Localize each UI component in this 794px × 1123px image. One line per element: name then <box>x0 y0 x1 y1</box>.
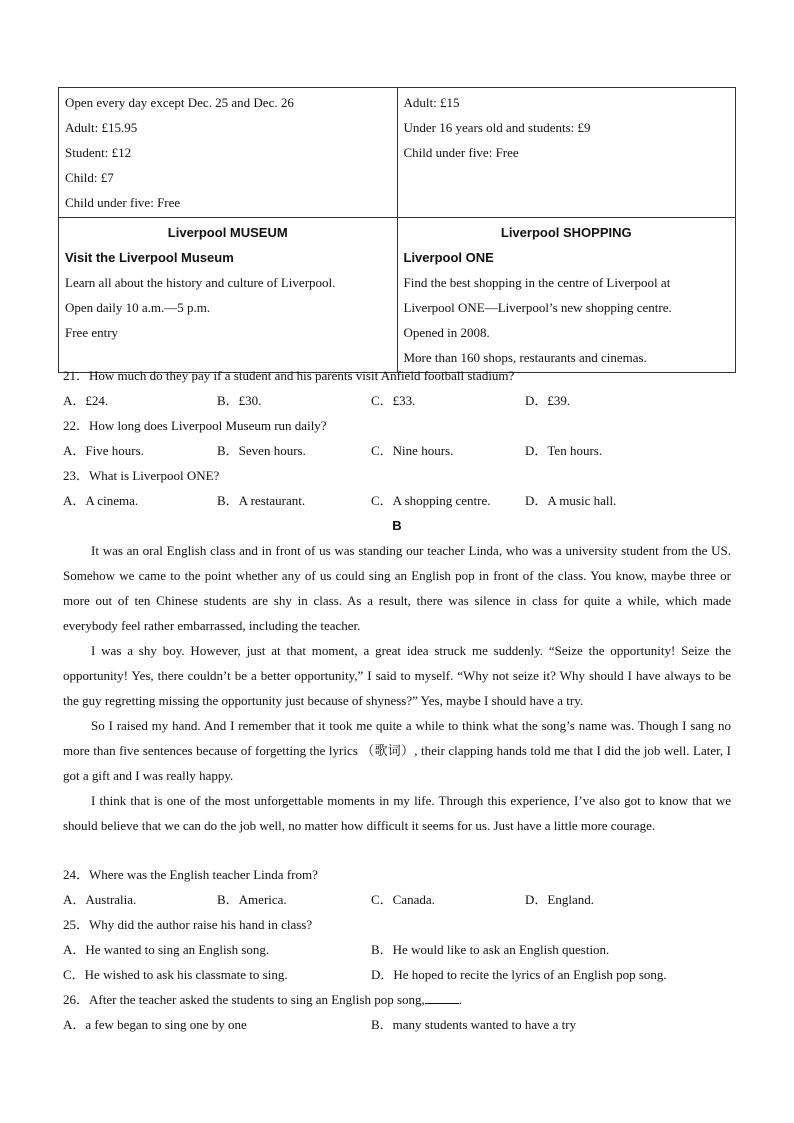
q25-option-a[interactable]: A．He wanted to sing an English song. <box>63 942 270 957</box>
question-25-stem: 25．Why did the author raise his hand in class? <box>63 917 313 932</box>
attractions-table <box>58 87 736 373</box>
table-line: Adult: £15 <box>403 95 460 110</box>
q22-option-a[interactable]: A．Five hours. <box>63 443 144 458</box>
table-line: Free entry <box>65 325 119 340</box>
q23-option-a[interactable]: A．A cinema. <box>63 493 139 508</box>
question-21-stem: 21．How much do they pay if a student and his parents visit Anfield football stadium? <box>63 368 515 383</box>
passage-paragraph-1: It was an oral English class and in front of us was standing our teacher Linda, who was a university student from the US. Somehow we came to the point whether any of us could sing an English pop in front of the class. You know, maybe three or more out of ten Chinese students are shy in class. As a result, there was silence in class for quite a while, which made everybody feel rather embarrassed, including the teacher. <box>63 543 731 633</box>
q26-stem-end: . <box>458 992 463 1007</box>
other-prices-cell <box>397 88 736 218</box>
q24-option-c[interactable]: C．Canada. <box>371 892 435 907</box>
q23-option-d[interactable]: D．A music hall. <box>525 493 617 508</box>
q25-option-b[interactable]: B．He would like to ask an English question. <box>371 942 610 957</box>
q23-option-b[interactable]: B．A restaurant. <box>217 493 306 508</box>
passage-paragraph-2: I was a shy boy. However, just at that moment, a great idea struck me suddenly. “Seize the opportunity! Seize the opportunity! Yes, there couldn’t be a better opportunity,” I said to myself. “Why not seize it? Why should I have always to be the guy regretting missing the opportunity just because of shyness?” Yes, maybe I should have a try. <box>63 643 731 708</box>
section-b-heading: B <box>392 518 402 533</box>
q25-option-c[interactable]: C．He wished to ask his classmate to sing. <box>63 967 288 982</box>
q21-option-a[interactable]: A．£24. <box>63 393 109 408</box>
q25-option-d[interactable]: D．He hoped to recite the lyrics of an English pop song. <box>371 967 667 982</box>
q22-option-c[interactable]: C．Nine hours. <box>371 443 454 458</box>
q22-option-d[interactable]: D．Ten hours. <box>525 443 603 458</box>
table-line: Child: £7 <box>65 170 114 185</box>
q26-option-a[interactable]: A．a few began to sing one by one <box>63 1017 247 1032</box>
passage-paragraph-3: So I raised my hand. And I remember that it took me quite a while to think what the song’s name was. Though I sang no more than five sentences because of forgetting the lyrics （歌词）, their clapping hands told me that I did the job well. Later, I got a gift and I was really happy. <box>63 718 731 783</box>
table-line: Find the best shopping in the centre of Liverpool at <box>403 275 671 290</box>
q21-option-b[interactable]: B．£30. <box>217 393 262 408</box>
shopping-subheading: Liverpool ONE <box>403 250 494 265</box>
museum-subheading: Visit the Liverpool Museum <box>65 250 234 265</box>
question-22-stem: 22．How long does Liverpool Museum run daily? <box>63 418 327 433</box>
passage-paragraph-4: I think that is one of the most unforgettable moments in my life. Through this experience, I’ve also got to know that we should believe that we can do the job well, no matter how difficult it seems for us. Just have a little more courage. <box>63 793 731 833</box>
q21-option-d[interactable]: D．£39. <box>525 393 571 408</box>
table-line: Child under five: Free <box>65 195 181 210</box>
museum-cell <box>59 218 398 373</box>
q24-option-a[interactable]: A．Australia. <box>63 892 137 907</box>
q26-option-b[interactable]: B．many students wanted to have a try <box>371 1017 577 1032</box>
answer-blank[interactable] <box>425 989 459 1004</box>
question-24-stem: 24．Where was the English teacher Linda from? <box>63 867 318 882</box>
museum-heading: Liverpool MUSEUM <box>167 225 288 240</box>
q24-option-b[interactable]: B．America. <box>217 892 287 907</box>
table-line: Liverpool ONE—Liverpool’s new shopping centre. <box>403 300 672 315</box>
prices-row <box>59 88 736 218</box>
table-line: Child under five: Free <box>403 145 519 160</box>
table-line: Open daily 10 a.m.—5 p.m. <box>65 300 211 315</box>
question-26-stem <box>63 987 462 1012</box>
q22-option-b[interactable]: B．Seven hours. <box>217 443 306 458</box>
q26-stem-text: 26．After the teacher asked the students to sing an English pop song, <box>63 992 425 1007</box>
q24-option-d[interactable]: D．England. <box>525 892 594 907</box>
question-23-stem: 23．What is Liverpool ONE? <box>63 468 220 483</box>
q21-option-c[interactable]: C．£33. <box>371 393 416 408</box>
stadium-prices-cell <box>59 88 398 218</box>
shopping-heading: Liverpool SHOPPING <box>500 225 632 240</box>
table-line: Student: £12 <box>65 145 132 160</box>
attractions-row <box>59 218 736 373</box>
table-line: Learn all about the history and culture of Liverpool. <box>65 275 336 290</box>
table-line: Under 16 years old and students: £9 <box>403 120 591 135</box>
table-line: Adult: £15.95 <box>65 120 138 135</box>
q23-option-c[interactable]: C．A shopping centre. <box>371 493 491 508</box>
table-line: Opened in 2008. <box>403 325 490 340</box>
table-line: Open every day except Dec. 25 and Dec. 26 <box>65 95 294 110</box>
table-line: More than 160 shops, restaurants and cinemas. <box>403 350 647 365</box>
shopping-cell <box>397 218 736 373</box>
